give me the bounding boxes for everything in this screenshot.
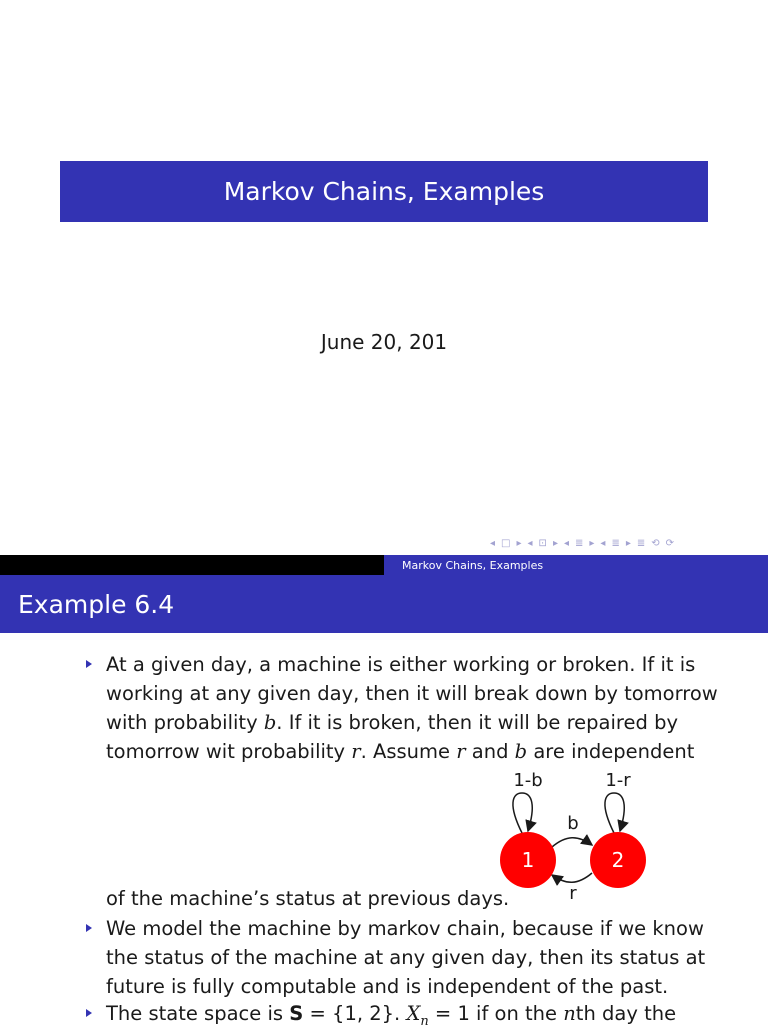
bullet2-line1: We model the machine by markov chain, because if we know xyxy=(106,917,704,940)
math-subscript-n: n xyxy=(420,1013,429,1029)
bullet-marker-icon xyxy=(86,924,92,932)
headline-left-bar xyxy=(0,555,384,575)
text-span: with probability xyxy=(106,711,264,734)
nav-section-icon[interactable]: ≣ xyxy=(611,537,620,549)
nav-next-frame-icon[interactable]: ▸ xyxy=(552,537,558,549)
nav-document-icon[interactable]: ≣ xyxy=(636,537,646,549)
headline-title: Markov Chains, Examples xyxy=(402,558,544,572)
markov-chain-diagram xyxy=(486,765,666,905)
beamer-navigation-bar xyxy=(490,535,674,551)
nav-prev-slide-icon[interactable]: ◂ xyxy=(490,537,496,549)
nav-next-slide-icon[interactable]: ▸ xyxy=(516,537,522,549)
title-banner xyxy=(60,161,708,222)
nav-next-subsection-icon[interactable]: ▸ xyxy=(589,537,595,549)
bullet1-line5: of the machine’s status at previous days. xyxy=(106,887,510,910)
math-n: n xyxy=(563,1002,576,1025)
presentation-title: Markov Chains, Examples xyxy=(223,177,545,206)
self-loop-2-label: 1-r xyxy=(605,770,631,791)
bullet1-line4 xyxy=(106,737,694,766)
nav-prev-frame-icon[interactable]: ◂ xyxy=(527,537,533,549)
bullet1-line1: At a given day, a machine is either working or broken. If it is xyxy=(106,653,696,676)
text-span: . If it is broken, then it will be repaired by xyxy=(276,711,678,734)
math-b: b xyxy=(263,711,277,734)
math-X: X xyxy=(406,1002,421,1025)
bullet-marker-icon xyxy=(86,660,92,668)
presentation-date: June 20, 201 xyxy=(320,330,448,354)
text-span: . Assume xyxy=(360,740,457,763)
edge-2-to-1 xyxy=(552,873,592,882)
text-span: and xyxy=(465,740,515,763)
text-span: tomorrow wit probability xyxy=(106,740,352,763)
nav-next-section-icon[interactable]: ▸ xyxy=(625,537,631,549)
text-span: = 1 if on the xyxy=(428,1002,564,1025)
bullet2-line3: future is fully computable and is independent of the past. xyxy=(106,975,669,998)
math-r: r xyxy=(351,740,361,763)
text-span: th day the xyxy=(575,1002,677,1025)
edge-2-to-1-label: r xyxy=(569,883,577,904)
text-span: The state space is xyxy=(106,1002,290,1025)
nav-prev-subsection-icon[interactable]: ◂ xyxy=(563,537,569,549)
bullet1-line3 xyxy=(106,708,678,737)
nav-forward-icon[interactable]: ⟳ xyxy=(665,537,675,549)
frame-title-bar xyxy=(0,575,768,633)
headline-right-bar xyxy=(384,555,768,575)
self-loop-1-label: 1-b xyxy=(513,770,543,791)
frame-title: Example 6.4 xyxy=(18,589,175,619)
self-loop-1 xyxy=(513,793,532,833)
edge-1-to-2-label: b xyxy=(567,813,579,834)
nav-subsection-icon[interactable]: ≣ xyxy=(575,537,584,549)
nav-slide-icon[interactable]: □ xyxy=(501,537,511,549)
nav-frame-icon[interactable]: ⊡ xyxy=(538,537,547,549)
math-r: r xyxy=(456,740,466,763)
math-S: S xyxy=(289,1002,304,1025)
math-b: b xyxy=(514,740,528,763)
bullet3-line1 xyxy=(106,999,676,1036)
text-span: are independent xyxy=(527,740,695,763)
nav-prev-section-icon[interactable]: ◂ xyxy=(600,537,606,549)
nav-back-icon[interactable]: ⟲ xyxy=(651,537,660,549)
bullet2-line2: the status of the machine at any given day, then its status at xyxy=(106,946,706,969)
state-label-2: 2 xyxy=(611,848,625,872)
state-label-1: 1 xyxy=(521,848,535,872)
bullet-marker-icon xyxy=(86,1009,92,1017)
text-span: = {1, 2}. xyxy=(303,1002,407,1025)
bullet1-line2: working at any given day, then it will break down by tomorrow xyxy=(106,682,718,705)
self-loop-2 xyxy=(605,793,624,833)
edge-1-to-2 xyxy=(552,838,592,847)
